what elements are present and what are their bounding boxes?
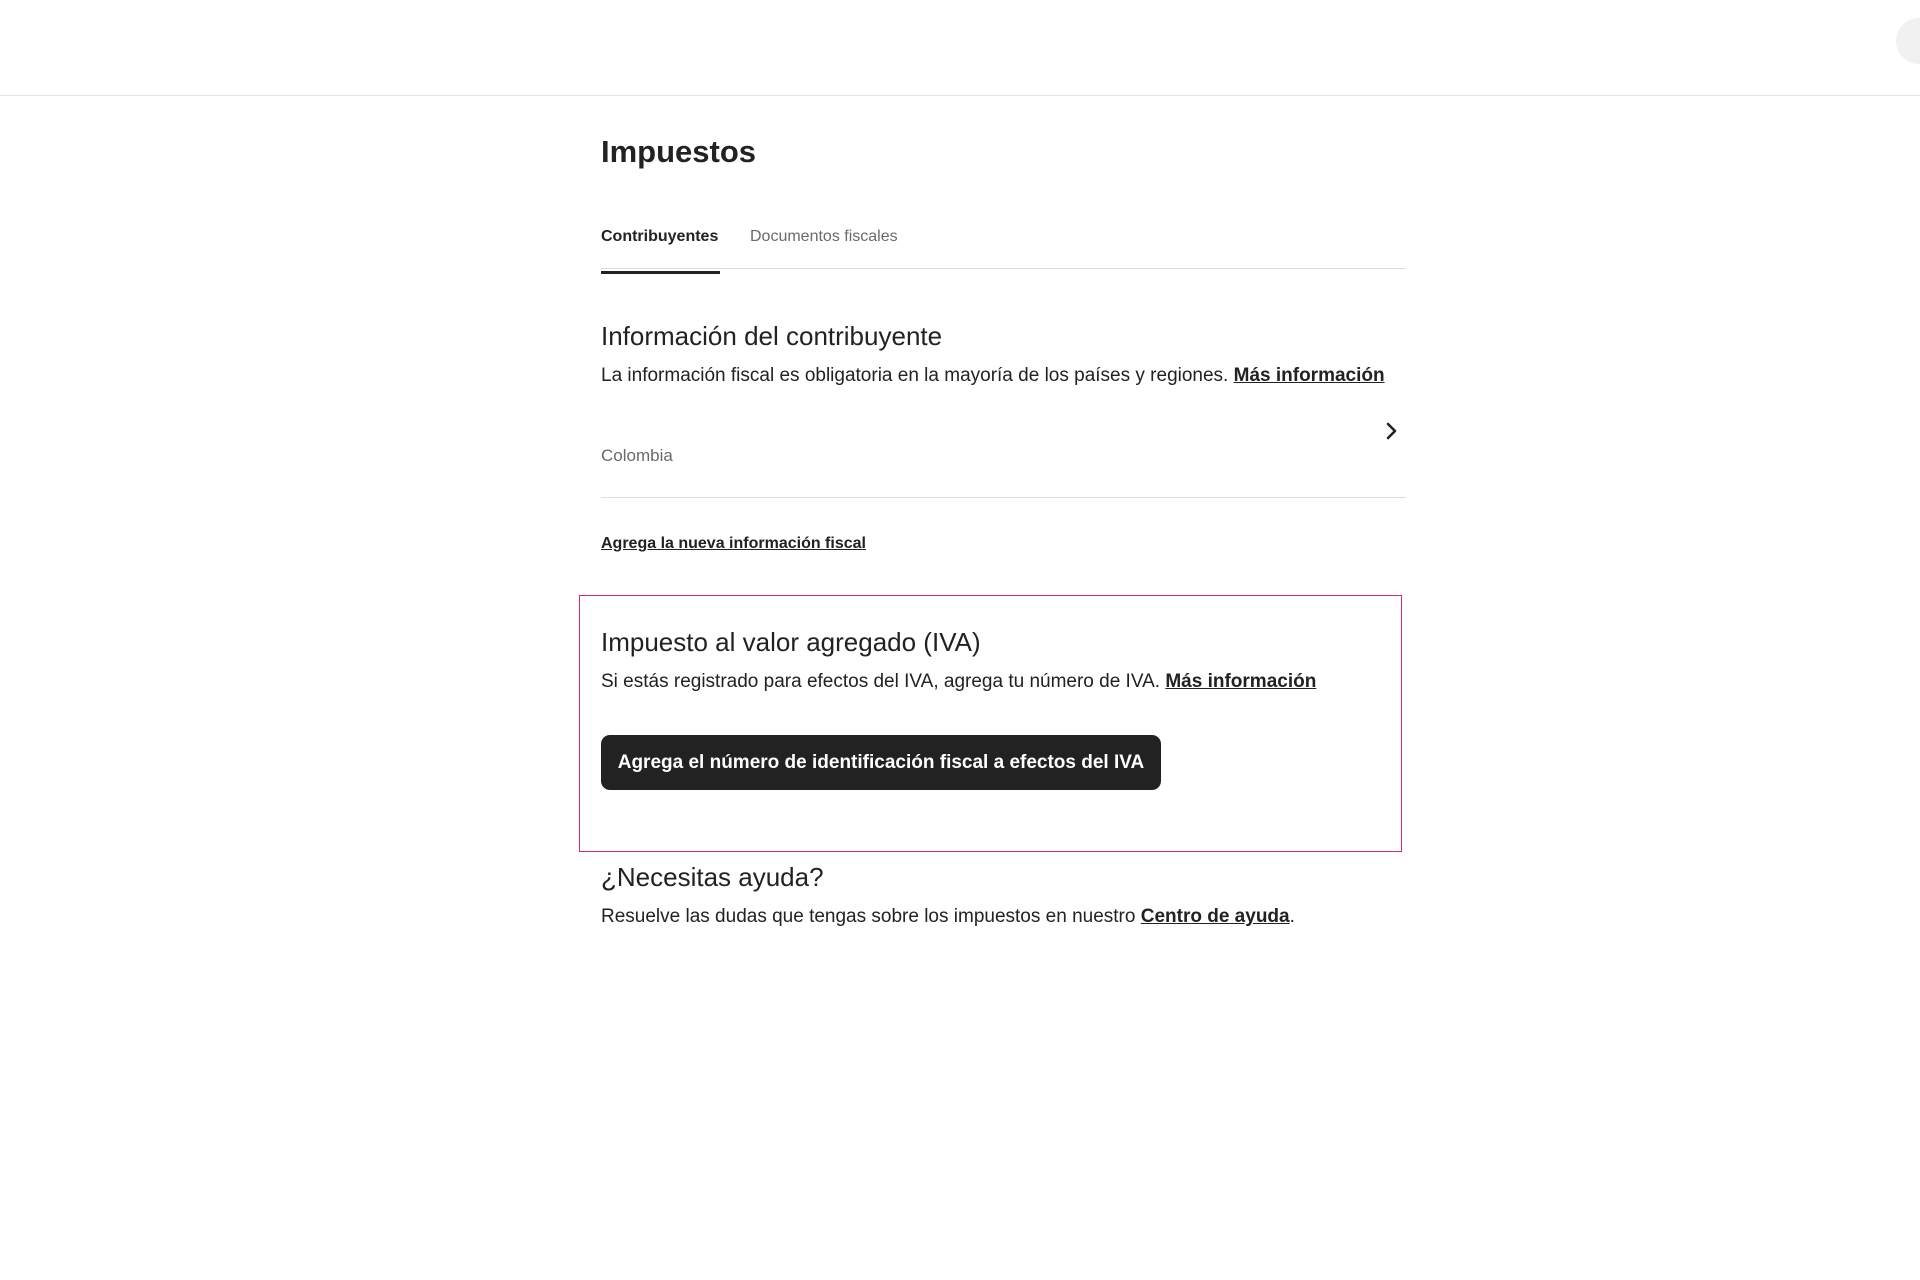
page-title: Impuestos	[601, 134, 757, 169]
taxpayer-info-text: La información fiscal es obligatoria en la mayoría de los países y regiones.	[601, 365, 1229, 386]
help-heading: ¿Necesitas ayuda?	[601, 862, 824, 892]
add-vat-number-button[interactable]: Agrega el número de identificación fiscal a efectos del IVA	[601, 735, 1161, 790]
taxpayer-more-info-link[interactable]: Más información	[1233, 365, 1385, 386]
vat-description-text: Si estás registrado para efectos del IVA, agrega tu número de IVA.	[601, 671, 1161, 692]
help-center-link[interactable]: Centro de ayuda	[1140, 906, 1290, 927]
profile-menu-button[interactable]	[1896, 18, 1920, 64]
help-description-suffix: .	[1289, 906, 1295, 927]
tab-contribuyentes[interactable]: Contribuyentes	[601, 228, 720, 274]
help-description	[601, 906, 1295, 928]
vat-more-info-link[interactable]: Más información	[1165, 671, 1317, 692]
vat-heading: Impuesto al valor agregado (IVA)	[601, 627, 981, 657]
taxpayer-info-description	[601, 365, 1385, 387]
chevron-right-icon	[1380, 420, 1402, 442]
top-navigation-bar	[0, 0, 1920, 96]
tab-documentos-fiscales[interactable]: Documentos fiscales	[750, 228, 898, 245]
taxpayer-info-heading: Información del contribuyente	[601, 321, 943, 351]
vat-highlight-box	[579, 595, 1402, 852]
add-tax-info-link[interactable]: Agrega la nueva información fiscal	[601, 535, 866, 552]
taxpayer-country: Colombia	[601, 446, 673, 465]
help-description-text: Resuelve las dudas que tengas sobre los impuestos en nuestro	[601, 906, 1136, 927]
tax-tabs	[601, 222, 1406, 269]
taxpayer-entry-row[interactable]	[601, 406, 1406, 498]
